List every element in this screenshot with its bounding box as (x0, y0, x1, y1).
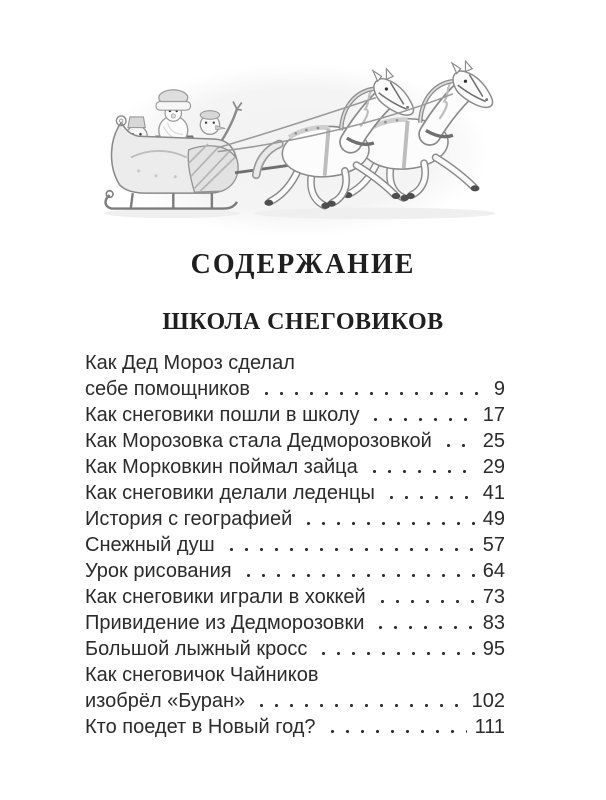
toc-entry-title: изобрёл «Буран» (85, 690, 246, 712)
toc-dot-leader (323, 714, 467, 740)
toc-dot-leader (373, 584, 475, 610)
toc-dot-leader (252, 688, 463, 714)
toc-dot-leader (366, 402, 474, 428)
toc-entry-row (85, 454, 505, 480)
toc-entry-title: Привидение из Дедморозовки (85, 612, 365, 634)
toc-entry-row (85, 636, 505, 662)
toc-entry-title: Большой лыжный кросс (85, 638, 308, 660)
toc-entry-row (85, 714, 505, 740)
toc-dot-leader (439, 428, 475, 454)
toc-entry-page-number: 102 (471, 690, 505, 712)
toc-entry-row (85, 350, 505, 376)
toc-dot-leader (365, 454, 475, 480)
toc-entry-row (85, 532, 505, 558)
toc-entry-title: Как Морозовка стала Дедморозовкой (85, 430, 432, 452)
toc-entry-page-number: 57 (482, 534, 505, 556)
toc-entry-title: Снежный душ (85, 534, 215, 556)
toc-entry-row (85, 662, 505, 688)
toc-entry-title: себе помощников (85, 378, 251, 400)
toc-entry-page-number: 95 (482, 638, 505, 660)
toc-entry-page-number: 29 (482, 456, 505, 478)
toc-entry-page-number: 83 (482, 612, 505, 634)
toc-entry-row (85, 402, 505, 428)
toc-entry-row (85, 558, 505, 584)
toc-entry-row (85, 506, 505, 532)
toc-entry-row (85, 584, 505, 610)
toc-entry-row (85, 688, 505, 714)
toc-list (85, 350, 505, 740)
toc-entry-title: Как снеговики играли в хоккей (85, 586, 366, 608)
toc-entry-title: Как снеговики делали леденцы (85, 482, 375, 504)
toc-entry-page-number: 17 (482, 404, 505, 426)
toc-entry-page-number: 41 (482, 482, 505, 504)
toc-entry-row (85, 428, 505, 454)
toc-entry-title: Как Морковкин поймал зайца (85, 456, 358, 478)
toc-entry-page-number: 9 (493, 378, 505, 400)
toc-entry-page-number: 73 (482, 586, 505, 608)
section-heading: ШКОЛА СНЕГОВИКОВ (162, 309, 444, 335)
toc-dot-leader (314, 636, 474, 662)
toc-entry-title: История с географией (85, 508, 293, 530)
toc-entry-title: Как Дед Мороз сделал (85, 352, 295, 374)
contents-heading: СОДЕРЖАНИЕ (190, 249, 416, 280)
toc-dot-leader (257, 376, 486, 402)
troika-illustration-svg (100, 46, 505, 238)
toc-entry-row (85, 376, 505, 402)
toc-entry-title: Кто поедет в Новый год? (85, 716, 316, 738)
toc-entry-row (85, 480, 505, 506)
toc-entry-title: Урок рисования (85, 560, 232, 582)
toc-dot-leader (382, 480, 475, 506)
toc-entry-title: Как снеговики пошли в школу (85, 404, 360, 426)
toc-entry-row (85, 610, 505, 636)
toc-entry-page-number: 111 (474, 716, 505, 738)
toc-dot-leader (239, 558, 475, 584)
toc-dot-leader (371, 610, 474, 636)
toc-entry-page-number: 25 (482, 430, 505, 452)
toc-entry-page-number: 64 (482, 560, 505, 582)
toc-entry-page-number: 49 (482, 508, 505, 530)
troika-sleigh-illustration (100, 46, 505, 238)
toc-dot-leader (299, 506, 475, 532)
toc-dot-leader (222, 532, 475, 558)
toc-entry-title: Как снеговичок Чайников (85, 664, 319, 686)
